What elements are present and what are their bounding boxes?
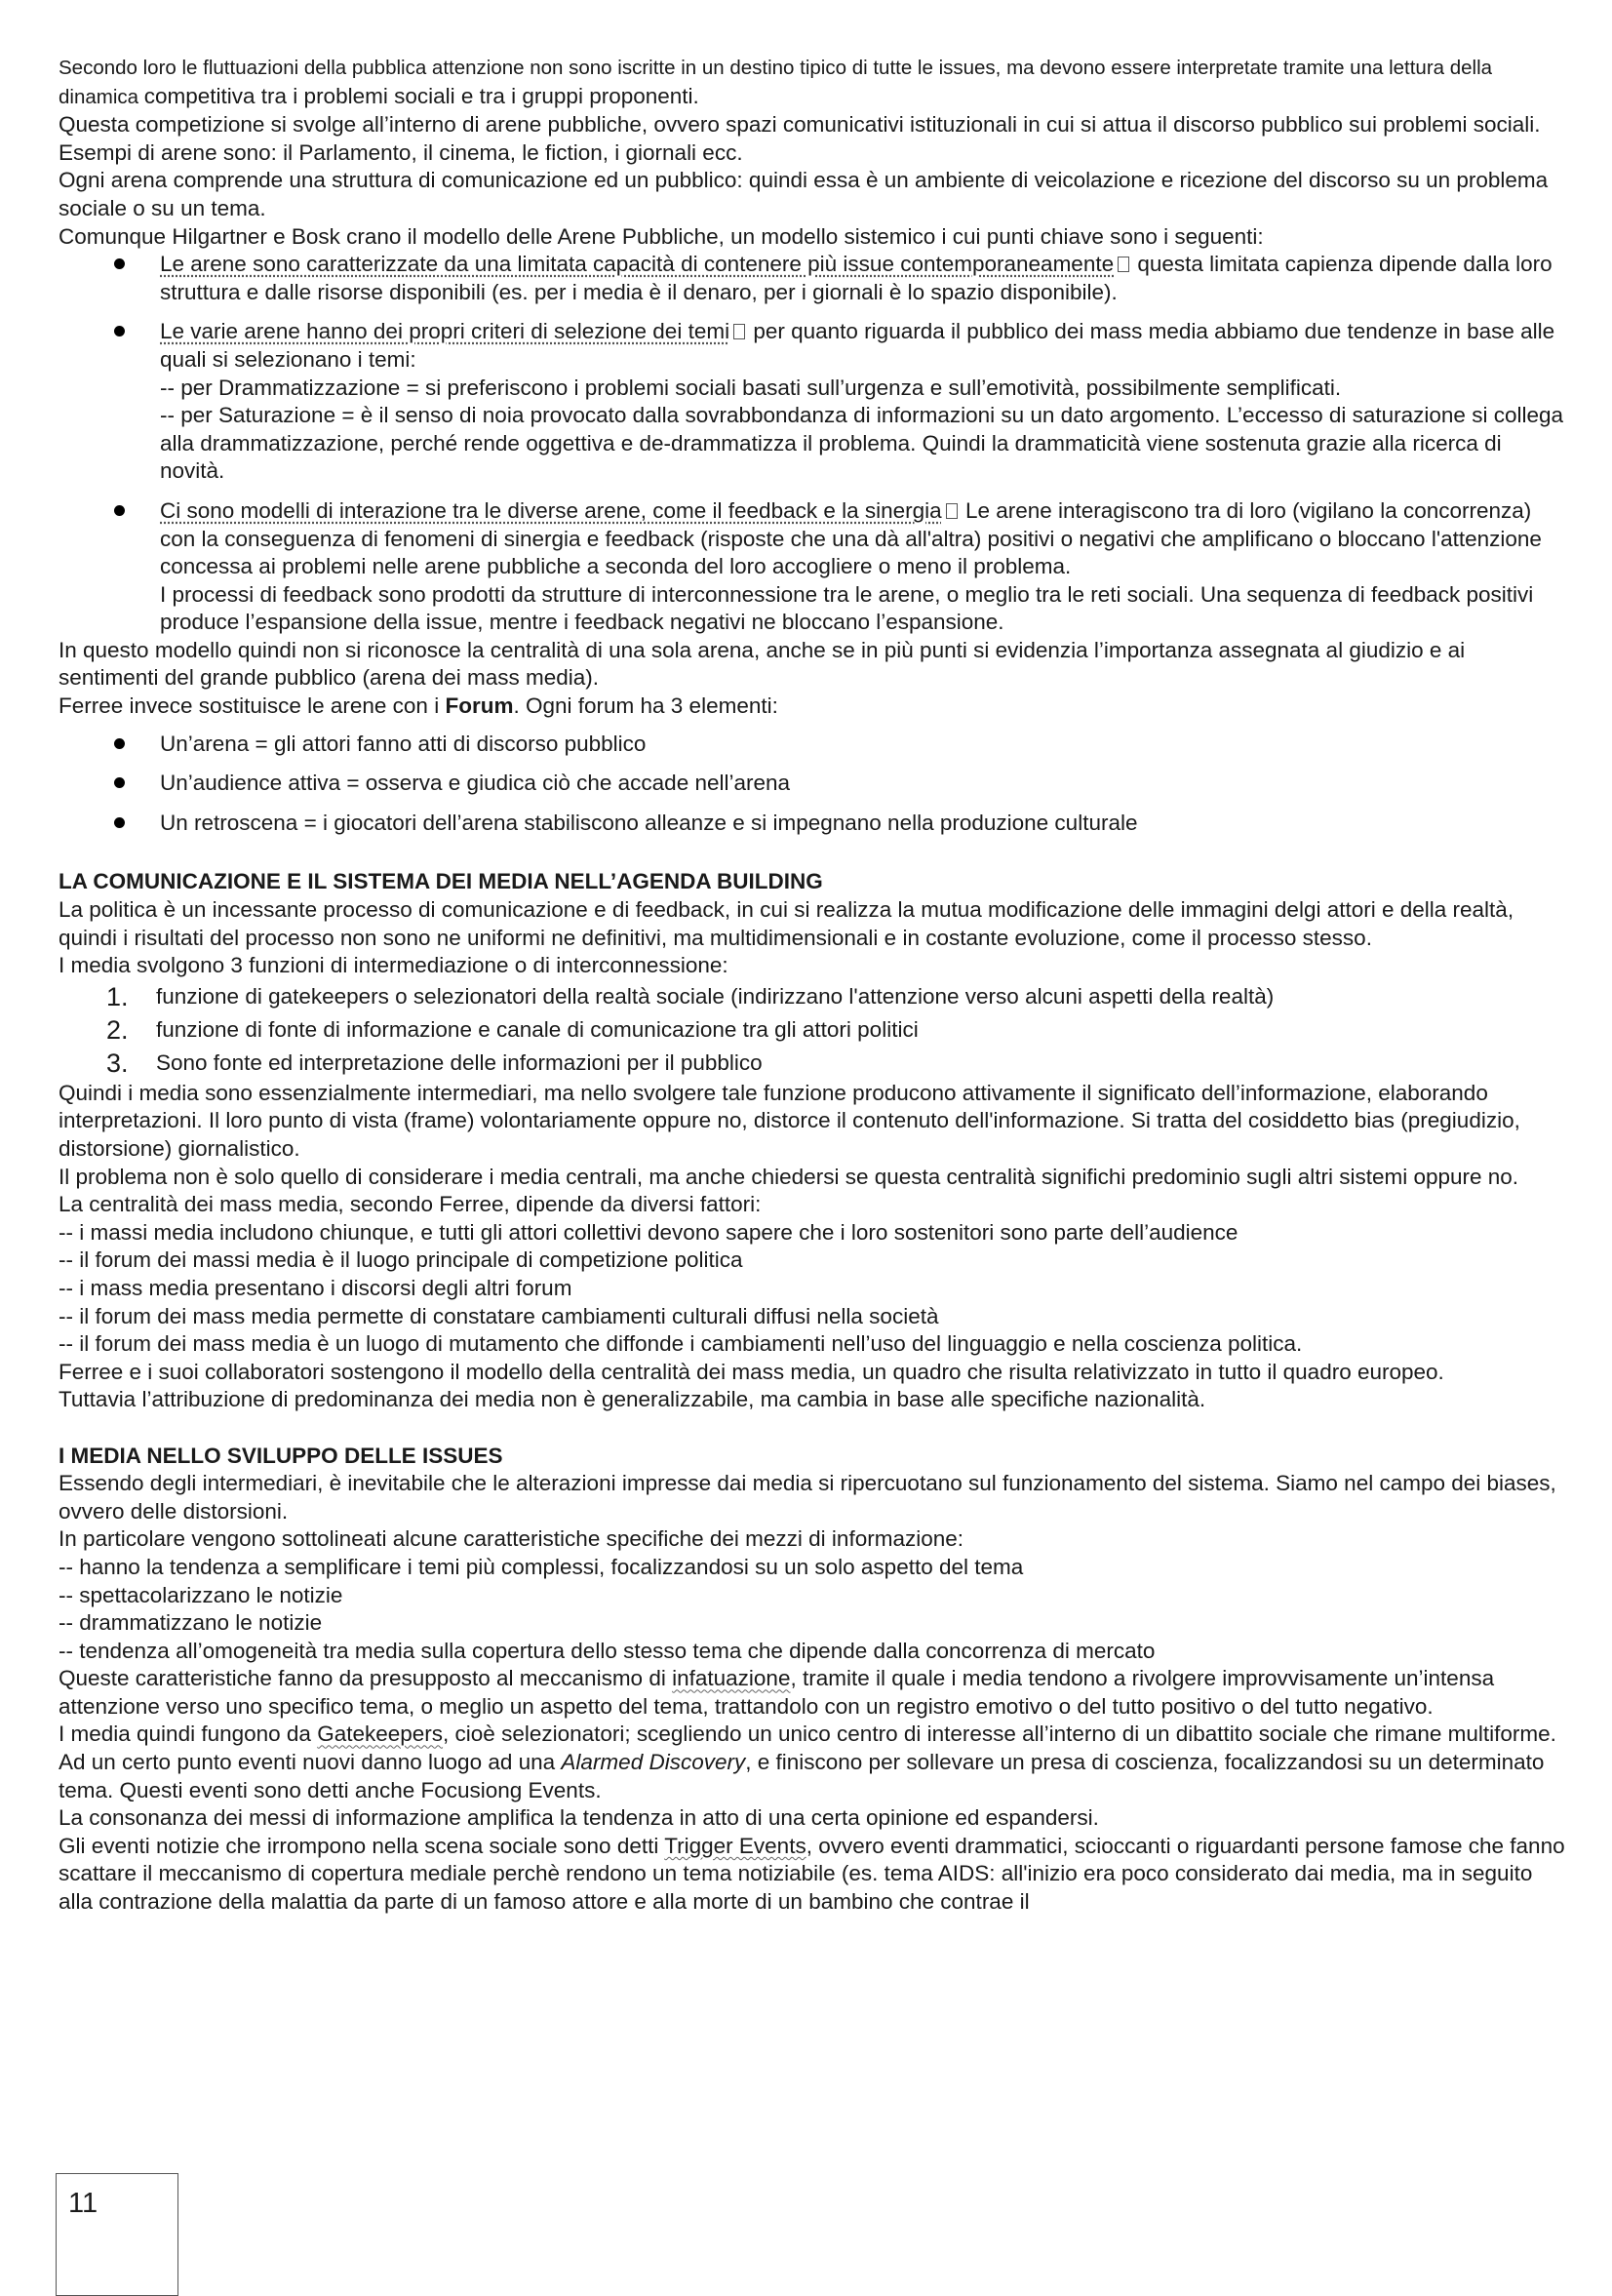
paragraph: Ad un certo punto eventi nuovi danno luogo ad una Alarmed Discovery, e finiscono per sollevare un presa di coscienza, focalizzandosi su un determinato tema. Questi eventi sono detti anche Focusiong Events. [59,1750,1545,1802]
arrow-glyph-icon [733,324,745,339]
list-item: 1. funzione di gatekeepers o selezionatori della realtà sociale (indirizzano l'attenzione verso alcuni aspetti della realtà) [106,981,1275,1011]
page-number-box [56,2173,178,2296]
paragraph: Ferree e i suoi collaboratori sostengono il modello della centralità dei mass media, un quadro che risulta relativizzato in tutto il quadro europeo. [59,1359,1444,1384]
paragraph: Gli eventi notizie che irrompono nella scena sociale sono detti Trigger Events, ovvero eventi drammatici, scioccanti o riguardanti persone famose che fanno scattare il meccanismo di copertura mediale perchè rendono un tema notiziabile (es. tema AIDS: all'inizio era poco considerato dai media, ma in seguito alla contrazione della malattia da parte di un famoso attore e alla morte di un bambino che contrae il [59,1833,1565,1915]
document-page [59,55,1565,1917]
paragraph: Questa competizione si svolge all’interno di arene pubbliche, ovvero spazi comunicativi istituzionali in cui si attua il discorso pubblico sui problemi sociali. Esempi di arene sono: il Parlamento, il cinema, le fiction, i giornali ecc. [59,112,1541,165]
list-line: -- hanno la tendenza a semplificare i temi più complessi, focalizzandosi su un solo aspetto del tema [59,1554,1024,1579]
paragraph: Queste caratteristiche fanno da presupposto al meccanismo di infatuazione, tramite il quale i media tendono a rivolgere improvvisamente un’intensa attenzione verso uno specifico tema, o meglio un aspetto del tema, trattandolo con un registro emotivo o del tutto positivo o del tutto negativo. [59,1666,1495,1719]
list-item: Le arene sono caratterizzate da una limitata capacità di contenere più issue contemporaneamente questa limitata capienza dipende dalla loro struttura e dalle risorse disponibili (es. per i media è il denaro, per i giornali è lo spazio disponibile). [59,251,1565,306]
paragraph: La centralità dei mass media, secondo Ferree, dipende da diversi fattori: [59,1192,762,1217]
italic-term: Alarmed Discovery [561,1750,746,1775]
arrow-glyph-icon [946,503,958,519]
list-line: -- il forum dei massi media è il luogo principale di competizione politica [59,1247,743,1273]
marked-term: Gatekeepers [317,1722,444,1747]
paragraph: Tuttavia l’attribuzione di predominanza dei media non è generalizzabile, ma cambia in base alle specifiche nazionalità. [59,1387,1206,1412]
paragraph: I media quindi fungono da Gatekeepers, cioè selezionatori; scegliendo un unico centro di interesse all’interno di un dibattito sociale che rimane multiforme. [59,1722,1556,1747]
paragraph: I media svolgono 3 funzioni di intermediazione o di interconnessione: [59,953,728,978]
paragraph: Quindi i media sono essenzialmente intermediari, ma nello svolgere tale funzione producono attivamente il significato dell’informazione, elaborando interpretazioni. Il loro punto di vista (frame) volontariamente oppure no, distorce il contenuto dell'informazione. Si tratta del cosiddetto bias (pregiudizio, distorsione) giornalistico. [59,1080,1520,1161]
section-heading: LA COMUNICAZIONE E IL SISTEMA DEI MEDIA NELL’AGENDA BUILDING [59,869,823,894]
list-line: -- i massi media includono chiunque, e tutti gli attori collettivi devono sapere che i loro sostenitori sono parte dell’audience [59,1219,1238,1245]
bold-term: Forum [445,693,514,719]
paragraph: Comunque Hilgartner e Bosk crano il modello delle Arene Pubbliche, un modello sistemico i cui punti chiave sono i seguenti: [59,223,1264,249]
paragraph: In particolare vengono sottolineati alcune caratteristiche specifiche dei mezzi di informazione: [59,1526,963,1552]
list-line: -- i mass media presentano i discorsi degli altri forum [59,1275,572,1300]
list-line: -- il forum dei mass media permette di constatare cambiamenti culturali diffusi nella società [59,1303,939,1328]
list-item: Un’arena = gli attori fanno atti di discorso pubblico [59,731,1565,759]
list-item: 2. funzione di fonte di informazione e canale di comunicazione tra gli attori politici [106,1014,919,1045]
arrow-glyph-icon [1118,257,1129,272]
paragraph: Essendo degli intermediari, è inevitabile che le alterazioni impresse dai media si ripercuotano sul funzionamento del sistema. Siamo nel campo dei biases, ovvero delle distorsioni. [59,1471,1556,1524]
paragraph: In questo modello quindi non si riconosce la centralità di una sola arena, anche se in più punti si evidenzia l’importanza assegnata al giudizio e ai sentimenti del grande pubblico (arena dei mass media). [59,637,1466,691]
arene-points-list [59,251,1565,637]
marked-term: Trigger Events [664,1833,806,1858]
page-number: 11 [68,2188,98,2219]
list-line: -- il forum dei mass media è un luogo di mutamento che diffonde i cambiamenti nell’uso del linguaggio e nella coscienza politica. [59,1331,1303,1357]
paragraph: La politica è un incessante processo di comunicazione e di feedback, in cui si realizza la mutua modificazione delle immagini delgi attori e della realtà, quindi i risultati del processo non sono ne uniformi ne definitivi, ma multidimensionali e in costante evoluzione, come il processo stesso. [59,897,1514,950]
list-line: -- tendenza all’omogeneità tra media sulla copertura dello stesso tema che dipende dalla concorrenza di mercato [59,1638,1156,1663]
list-item: Ci sono modelli di interazione tra le diverse arene, come il feedback e la sinergia Le arene interagiscono tra di loro (vigilano la concorrenza) con la conseguenza di fenomeni di sinergia e feedback (risposte che una dà all'altra) positivi o negativi che amplificano o bloccano l'attenzione concessa ai problemi nelle arene pubbliche a seconda del loro accogliere o meno il problema. I processi di feedback sono prodotti da strutture di interconnessione tra le arene, o meglio tra le reti sociali. Una sequenza di feedback positivi produce l’espansione della issue, mentre i feedback negativi ne bloccano l’espansione. [59,497,1565,637]
paragraph: Il problema non è solo quello di considerare i media centrali, ma anche chiedersi se questa centralità significhi predominio sugli altri sistemi oppure no. [59,1164,1519,1189]
list-line: -- spettacolarizzano le notizie [59,1582,343,1607]
section-heading: I MEDIA NELLO SVILUPPO DELLE ISSUES [59,1443,503,1468]
paragraph: La consonanza dei messi di informazione amplifica la tendenza in atto di una certa opinione ed espandersi. [59,1805,1099,1831]
forum-elements-list [59,731,1565,838]
paragraph: Secondo loro le fluttuazioni della pubblica attenzione non sono iscritte in un destino tipico di tutte le issues, ma devono essere interpretate tramite una lettura della dinamica competitiva tra i problemi sociali e tra i gruppi proponenti. [59,57,1493,108]
funzioni-list [59,980,1565,1080]
list-item: 3. Sono fonte ed interpretazione delle informazioni per il pubblico [106,1048,763,1078]
list-item: Le varie arene hanno dei propri criteri di selezione dei temi per quanto riguarda il pubblico dei mass media abbiamo due tendenze in base alle quali si selezionano i temi: -- per Drammatizzazione = si preferiscono i problemi sociali basati sull’urgenza e sull’emotività, possibilmente semplificati. -- per Saturazione = è il senso di noia provocato dalla sovrabbondanza di informazioni su un dato argomento. L’eccesso di saturazione si collega alla drammatizzazione, perché rende oggettiva e de-drammatizza il problema. Quindi la drammaticità viene sostenuta grazie alla ricerca di novità. [59,318,1565,486]
list-line: -- drammatizzano le notizie [59,1610,323,1636]
list-item: Un’audience attiva = osserva e giudica ciò che accade nell’arena [59,770,1565,798]
list-item: Un retroscena = i giocatori dell’arena stabiliscono alleanze e si impegnano nella produzione culturale [59,810,1565,838]
paragraph: Ogni arena comprende una struttura di comunicazione ed un pubblico: quindi essa è un ambiente di veicolazione e ricezione del discorso su un problema sociale o su un tema. [59,168,1549,220]
marked-term: infatuazione [672,1666,791,1691]
paragraph: Ferree invece sostituisce le arene con i Forum. Ogni forum ha 3 elementi: [59,693,778,719]
